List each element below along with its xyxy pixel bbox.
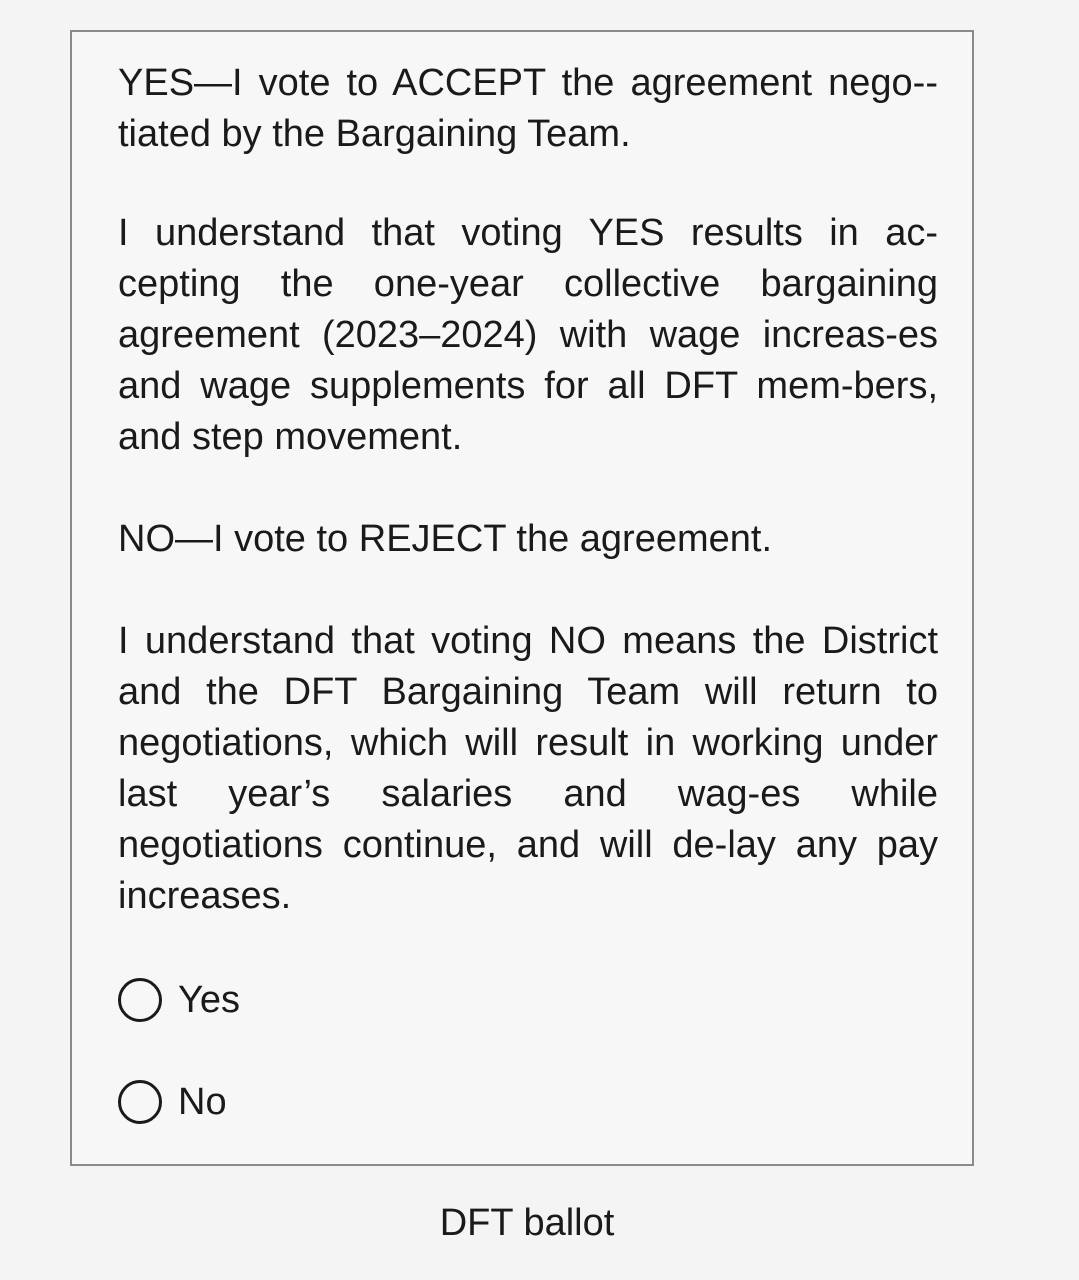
- yes-heading-text: YES—I vote to ACCEPT the agreement nego-tiated by the Bargaining Team.: [118, 62, 938, 155]
- figure-caption: DFT ballot: [439, 1202, 615, 1244]
- no-heading: [118, 514, 938, 565]
- no-explanation-text: I understand that voting NO means the District and the DFT Bargaining Team will return to negotiations, which will result in working under last year’s salaries and wag-es while negotiations continue, and will de-lay any pay increases.: [118, 620, 938, 917]
- ballot-box: [70, 30, 974, 1166]
- yes-explanation-text: I understand that voting YES results in ac-cepting the one-year collective bargaining agreement (2023–2024) with wage increas-es and wage supplements for all DFT mem-bers, and step movement.: [118, 212, 938, 458]
- no-option-label: No: [178, 1081, 227, 1123]
- no-radio-button[interactable]: [118, 1080, 162, 1124]
- yes-option-label: Yes: [178, 979, 240, 1021]
- yes-radio-button[interactable]: [118, 978, 162, 1022]
- yes-explanation: [118, 208, 938, 463]
- yes-option[interactable]: [118, 976, 240, 1024]
- yes-heading: [118, 58, 938, 160]
- no-explanation: [118, 616, 938, 922]
- no-option[interactable]: [118, 1078, 227, 1126]
- no-heading-text: NO—I vote to REJECT the agreement.: [118, 518, 773, 560]
